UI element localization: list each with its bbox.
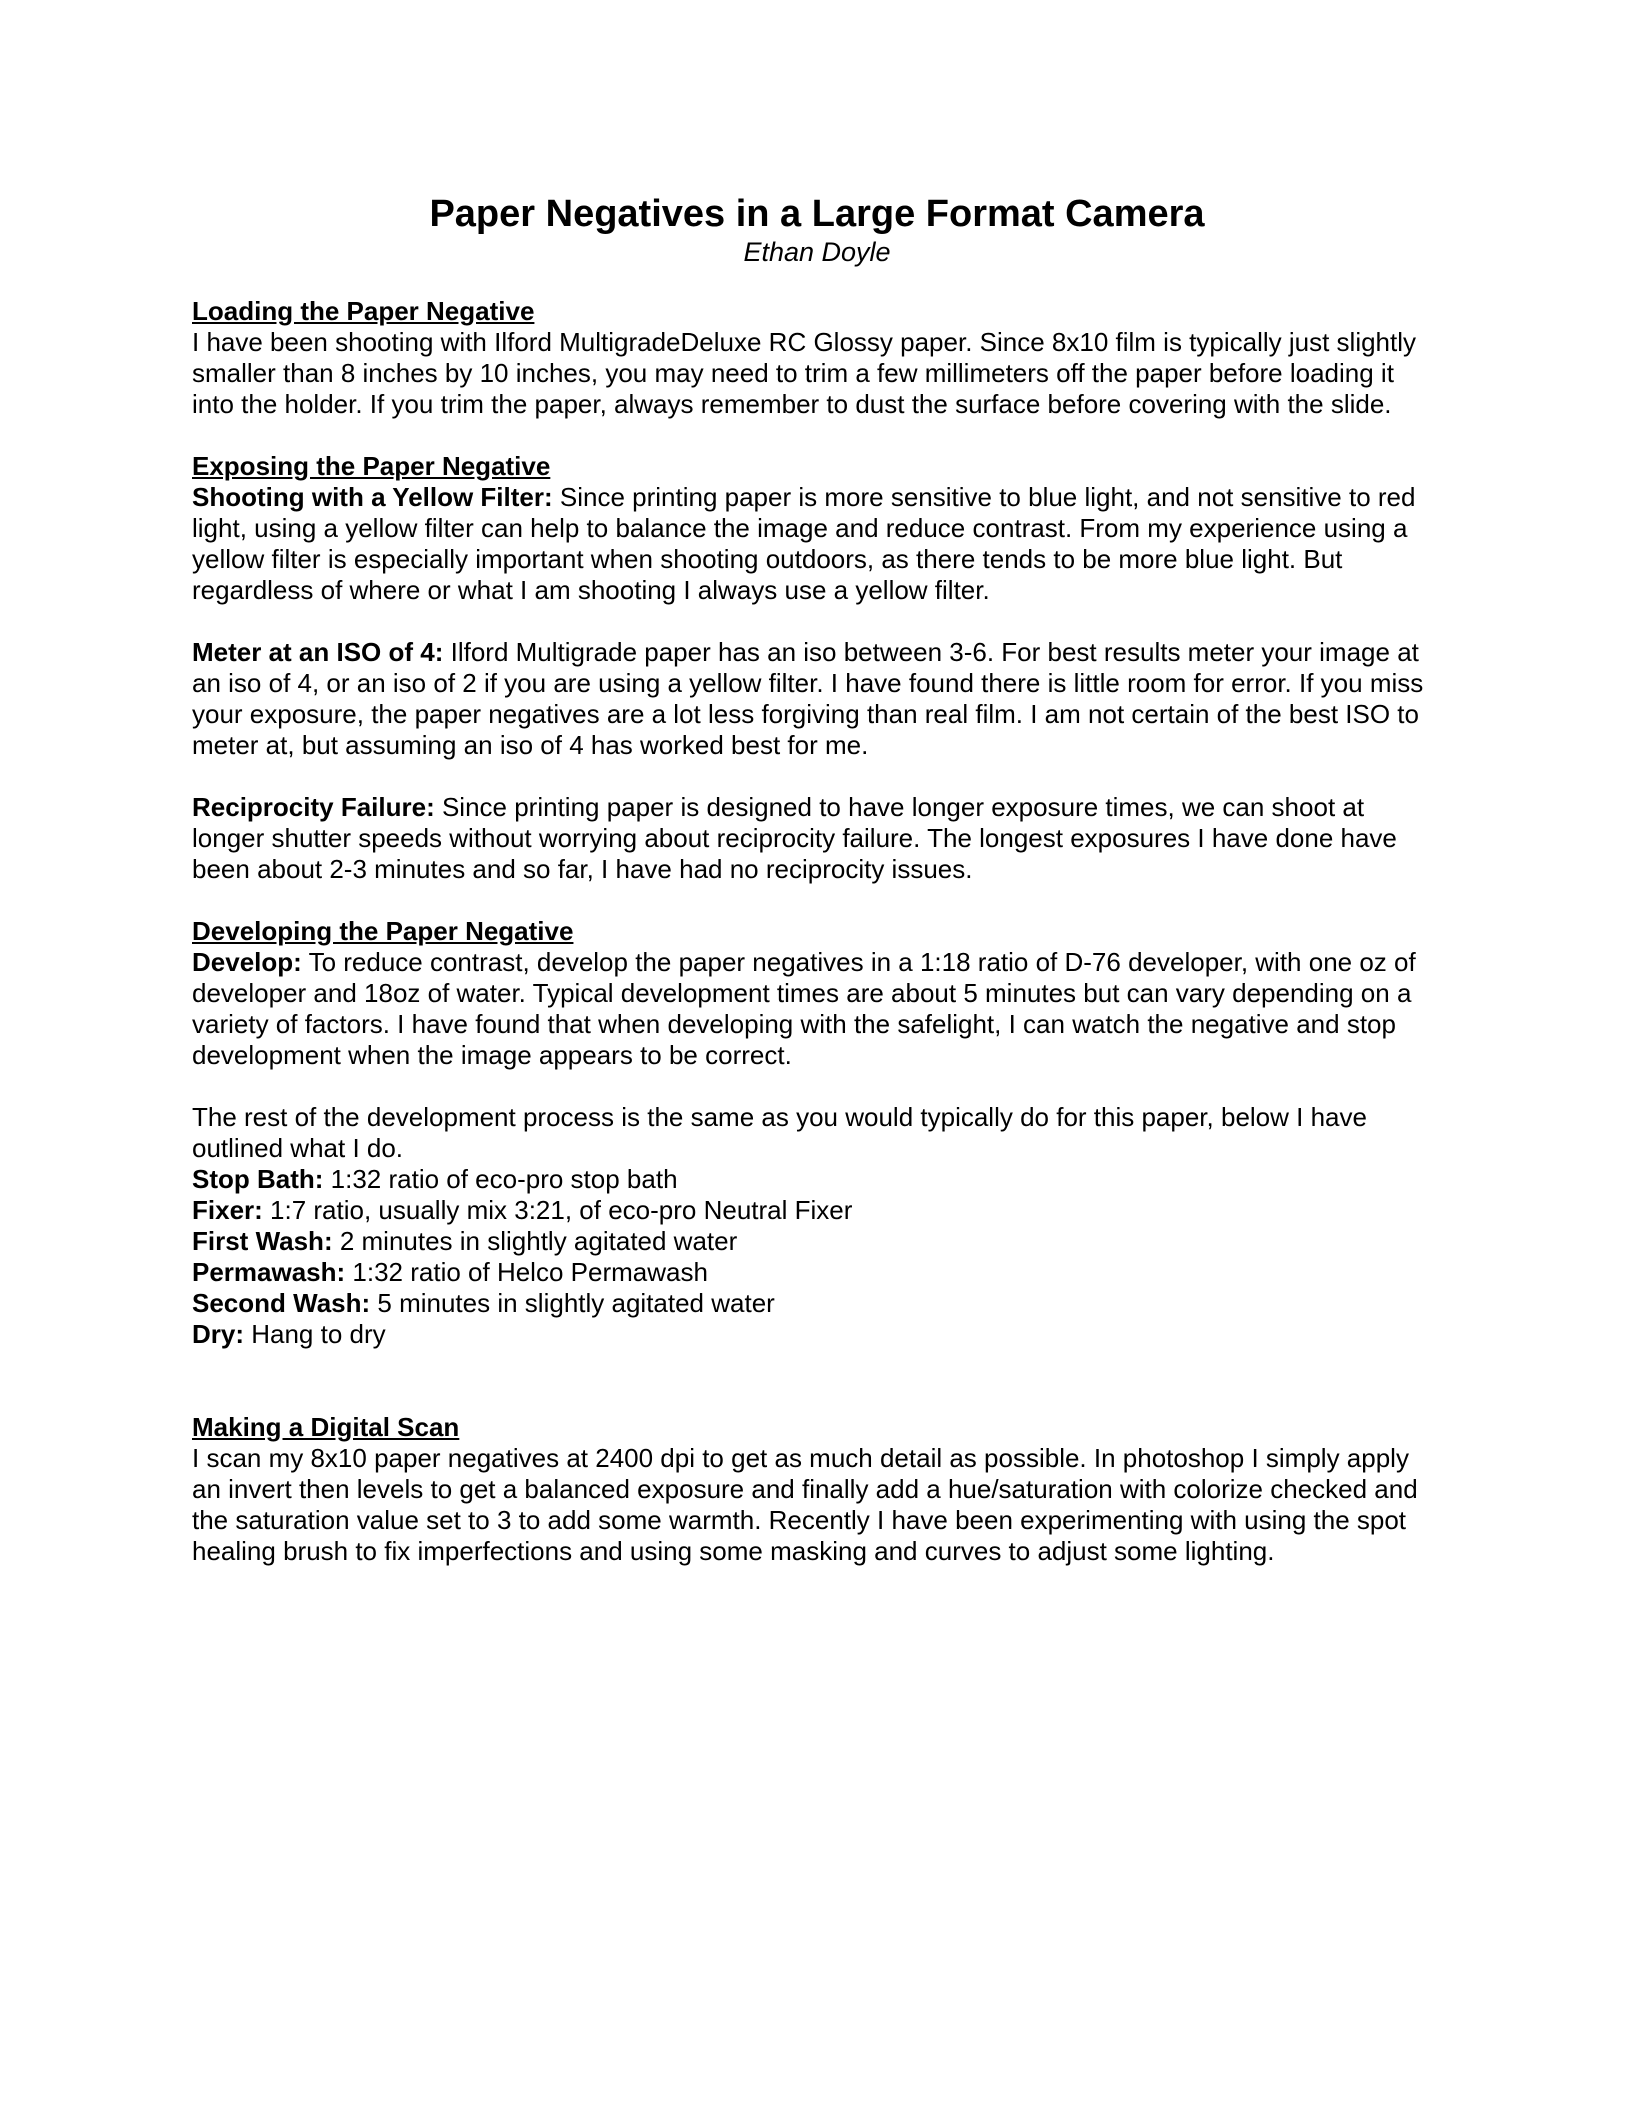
reciprocity-text: Since printing paper is designed to have longer exposure times, we can shoot at longer shutter speeds without worrying about reciprocity failure. The longest exposures I have done have been about 2-3 minutes and so far, I have had no reciprocity issues.	[192, 792, 1397, 884]
step-text: 5 minutes in slightly agitated water	[370, 1288, 775, 1318]
reciprocity-paragraph	[192, 792, 1442, 885]
section-heading-loading: Loading the Paper Negative	[192, 296, 535, 326]
meter-text: Ilford Multigrade paper has an iso between 3-6. For best results meter your image at an iso of 4, or an iso of 2 if you are using a yellow filter. I have found there is little room for error. If you miss your exposure, the paper negatives are a lot less forgiving than real film. I am not certain of the best ISO to meter at, but assuming an iso of 4 has worked best for me.	[192, 637, 1424, 760]
step-fixer	[192, 1195, 1442, 1226]
step-label: Stop Bath:	[192, 1164, 324, 1194]
step-label: Fixer:	[192, 1195, 263, 1225]
section-heading-scan: Making a Digital Scan	[192, 1412, 460, 1442]
step-label: Permawash:	[192, 1257, 346, 1287]
step-label: Dry:	[192, 1319, 245, 1349]
document-title: Paper Negatives in a Large Format Camera	[429, 193, 1205, 235]
spacer	[192, 885, 1442, 916]
spacer	[192, 420, 1442, 451]
spacer	[192, 1071, 1442, 1102]
document-author: Ethan Doyle	[743, 237, 891, 267]
section-heading-developing: Developing the Paper Negative	[192, 916, 574, 946]
meter-label: Meter at an ISO of 4:	[192, 637, 444, 667]
spacer	[192, 1350, 1442, 1412]
yellow-filter-text: Since printing paper is more sensitive to blue light, and not sensitive to red light, using a yellow filter can help to balance the image and reduce contrast. From my experience using a yellow filter is especially important when shooting outdoors, as there tends to be more blue light. But regardless of where or what I am shooting I always use a yellow filter.	[192, 482, 1416, 605]
step-permawash	[192, 1257, 1442, 1288]
step-text: 1:32 ratio of Helco Permawash	[345, 1257, 708, 1287]
yellow-filter-label: Shooting with a Yellow Filter:	[192, 482, 553, 512]
step-text: 2 minutes in slightly agitated water	[332, 1226, 738, 1256]
develop-label: Develop:	[192, 947, 302, 977]
document-page	[192, 192, 1442, 1567]
step-second-wash	[192, 1288, 1442, 1319]
step-label: First Wash:	[192, 1226, 333, 1256]
rest-paragraph: The rest of the development process is the same as you would typically do for this paper, below I have outlined what I do.	[192, 1102, 1367, 1163]
step-first-wash	[192, 1226, 1442, 1257]
step-dry	[192, 1319, 1442, 1350]
step-stop-bath	[192, 1164, 1442, 1195]
reciprocity-label: Reciprocity Failure:	[192, 792, 435, 822]
scan-paragraph: I scan my 8x10 paper negatives at 2400 dpi to get as much detail as possible. In photoshop I simply apply an invert then levels to get a balanced exposure and finally add a hue/saturation with colorize checked and the saturation value set to 3 to add some warmth. Recently I have been experimenting with using the spot healing brush to fix imperfections and using some masking and curves to adjust some lighting.	[192, 1443, 1418, 1566]
develop-text: To reduce contrast, develop the paper negatives in a 1:18 ratio of D-76 developer, with one oz of developer and 18oz of water. Typical development times are about 5 minutes but can vary depending on a variety of factors. I have found that when developing with the safelight, I can watch the negative and stop development when the image appears to be correct.	[192, 947, 1416, 1070]
spacer	[192, 606, 1442, 637]
step-text: 1:32 ratio of eco-pro stop bath	[323, 1164, 678, 1194]
develop-paragraph	[192, 947, 1442, 1071]
step-label: Second Wash:	[192, 1288, 371, 1318]
yellow-filter-paragraph	[192, 482, 1442, 606]
section-heading-exposing: Exposing the Paper Negative	[192, 451, 551, 481]
loading-paragraph: I have been shooting with Ilford MultigradeDeluxe RC Glossy paper. Since 8x10 film is typically just slightly smaller than 8 inches by 10 inches, you may need to trim a few millimeters off the paper before loading it into the holder. If you trim the paper, always remember to dust the surface before covering with the slide.	[192, 327, 1417, 419]
meter-paragraph	[192, 637, 1442, 761]
step-text: Hang to dry	[244, 1319, 386, 1349]
spacer	[192, 761, 1442, 792]
step-text: 1:7 ratio, usually mix 3:21, of eco-pro Neutral Fixer	[262, 1195, 853, 1225]
